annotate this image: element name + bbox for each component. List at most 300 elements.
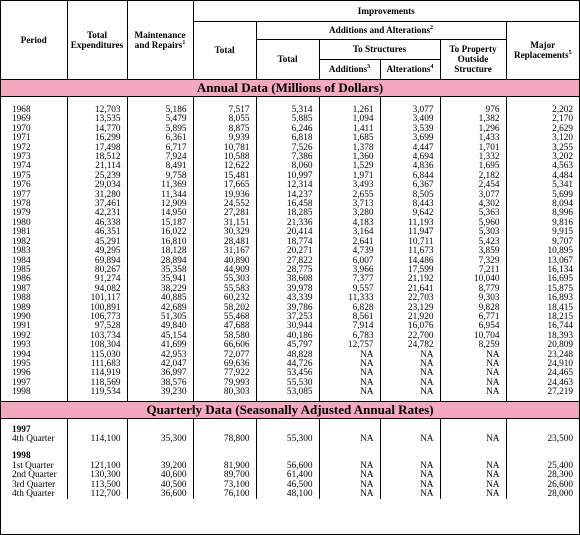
total-expenditures-cell: 14,770	[67, 125, 127, 134]
aa-total-cell: 28,775	[256, 266, 319, 275]
alterations-cell: 9,642	[380, 209, 440, 218]
quarterly-gap	[1, 444, 579, 452]
property-outside-cell: 7,211	[440, 266, 506, 275]
aa-total-cell: 45,797	[256, 341, 319, 350]
spacer-cell	[193, 444, 256, 452]
aa-total-cell: 20,414	[256, 228, 319, 237]
maintenance-cell: 5,895	[127, 125, 193, 134]
quarterly-1998-rows	[1, 452, 579, 499]
major-replacements-cell: 9,816	[506, 219, 579, 228]
improvements-total-cell: 89,700	[193, 471, 256, 480]
spacer-cell	[1, 444, 67, 452]
aa-total-cell: 39,786	[256, 304, 319, 313]
property-outside-cell: 1,296	[440, 125, 506, 134]
additions-cell: 6,828	[319, 304, 380, 313]
aa-total-cell: 48,828	[256, 351, 319, 360]
property-outside-header: To Property Outside Structure	[440, 39, 506, 79]
total-expenditures-cell: 101,117	[67, 294, 127, 303]
period-cell: 1st Quarter	[12, 460, 54, 471]
major-replacements-header	[506, 21, 579, 79]
maintenance-cell: 49,840	[127, 322, 193, 331]
aa-total-cell: 43,339	[256, 294, 319, 303]
major-replacements-cell: 27,219	[506, 388, 579, 397]
property-outside-cell: NA	[440, 360, 506, 369]
property-outside-cell: 3,859	[440, 247, 506, 256]
additions-header	[319, 59, 380, 79]
alterations-header	[380, 59, 440, 79]
period-cell: 1973	[12, 152, 31, 163]
maintenance-cell: 39,230	[127, 388, 193, 397]
improvements-total-cell: 30,329	[193, 228, 256, 237]
total-expenditures-cell: 25,239	[67, 172, 127, 181]
aa-total-cell: 44,726	[256, 360, 319, 369]
aa-total-cell: 27,822	[256, 257, 319, 266]
total-expenditures-cell: 113,500	[67, 481, 127, 490]
spacer-cell	[506, 419, 579, 426]
maintenance-cell: 15,187	[127, 219, 193, 228]
quarter-year-label: 1998	[12, 451, 31, 462]
property-outside-cell: 1,382	[440, 115, 506, 124]
improvements-total-cell: 28,481	[193, 238, 256, 247]
period-cell: 1997	[12, 377, 31, 388]
improvements-total-cell: 80,303	[193, 388, 256, 397]
property-outside-cell: 5,363	[440, 209, 506, 218]
aa-total-cell: 20,271	[256, 247, 319, 256]
total-expenditures-cell: 114,100	[67, 435, 127, 444]
major-replacements-cell: 3,255	[506, 144, 579, 153]
additions-cell: 9,557	[319, 285, 380, 294]
improvements-total-cell: 55,468	[193, 313, 256, 322]
maintenance-cell: 12,909	[127, 200, 193, 209]
maintenance-cell: 40,885	[127, 294, 193, 303]
aa-total-cell: 61,400	[256, 471, 319, 480]
major-replacements-cell: 23,500	[506, 435, 579, 444]
major-replacements-cell: 9,707	[506, 238, 579, 247]
major-replacements-cell: 18,415	[506, 304, 579, 313]
property-outside-cell: NA	[440, 379, 506, 388]
property-outside-cell: 2,182	[440, 172, 506, 181]
spacer-cell	[380, 419, 440, 426]
improvements-total-cell: 78,800	[193, 435, 256, 444]
improvements-total-cell: 73,100	[193, 481, 256, 490]
alterations-cell: NA	[380, 481, 440, 490]
maintenance-cell: 42,047	[127, 360, 193, 369]
quarterly-1997-rows	[1, 426, 579, 445]
maintenance-cell: 35,300	[127, 435, 193, 444]
total-expenditures-cell: 114,919	[67, 369, 127, 378]
major-replacements-cell: 5,341	[506, 181, 579, 190]
improvements-total-cell: 58,580	[193, 332, 256, 341]
additions-cell: 3,493	[319, 181, 380, 190]
total-expenditures-cell: 45,291	[67, 238, 127, 247]
property-outside-cell: 8,779	[440, 285, 506, 294]
major-replacements-cell: 16,134	[506, 266, 579, 275]
additions-cell: 7,377	[319, 275, 380, 284]
aa-total-cell: 16,458	[256, 200, 319, 209]
total-expenditures-cell: 37,461	[67, 200, 127, 209]
total-expenditures-cell: 31,280	[67, 191, 127, 200]
period-cell: 1982	[12, 236, 31, 247]
maintenance-cell: 41,699	[127, 341, 193, 350]
major-replacements-cell: 28,300	[506, 471, 579, 480]
period-cell: 3rd Quarter	[12, 479, 56, 490]
additions-cell: 1,411	[319, 125, 380, 134]
property-outside-cell: 10,040	[440, 275, 506, 284]
additions-cell: 7,914	[319, 322, 380, 331]
property-outside-cell: NA	[440, 471, 506, 480]
aa-total-cell: 39,978	[256, 285, 319, 294]
period-cell: 1996	[12, 368, 31, 379]
total-expenditures-cell: 121,100	[67, 462, 127, 471]
alterations-cell: NA	[380, 360, 440, 369]
maintenance-cell: 51,305	[127, 313, 193, 322]
alterations-cell: 16,076	[380, 322, 440, 331]
major-replacements-footnote: 5	[568, 49, 572, 56]
period-cell: 1986	[12, 274, 31, 285]
maintenance-cell: 45,154	[127, 332, 193, 341]
additions-cell: 3,966	[319, 266, 380, 275]
period-cell: 1995	[12, 358, 31, 369]
quarterly-section	[1, 398, 579, 426]
improvements-total-cell: 58,202	[193, 304, 256, 313]
additions-cell: 3,280	[319, 209, 380, 218]
period-cell: 1984	[12, 255, 31, 266]
spacer-cell	[1, 96, 67, 106]
improvements-total-cell: 79,993	[193, 379, 256, 388]
additions-label: Additions	[328, 64, 368, 74]
total-expenditures-cell: 18,512	[67, 153, 127, 162]
additions-cell: 6,783	[319, 332, 380, 341]
aa-total-cell: 12,314	[256, 181, 319, 190]
total-expenditures-cell: 21,114	[67, 162, 127, 171]
aa-total-cell: 53,085	[256, 388, 319, 397]
alterations-cell: 23,129	[380, 304, 440, 313]
additions-cell: 8,561	[319, 313, 380, 322]
property-outside-cell: NA	[440, 435, 506, 444]
improvements-total-cell: 17,665	[193, 181, 256, 190]
improvements-total-cell: 7,517	[193, 106, 256, 115]
total-expenditures-cell: 46,338	[67, 219, 127, 228]
property-outside-cell: 5,423	[440, 238, 506, 247]
aa-total-cell: 37,253	[256, 313, 319, 322]
additions-cell: 2,641	[319, 238, 380, 247]
period-cell: 1981	[12, 227, 31, 238]
maintenance-cell: 42,689	[127, 304, 193, 313]
alterations-cell: 3,077	[380, 106, 440, 115]
period-cell: 1976	[12, 180, 31, 191]
improvements-total-cell: 72,077	[193, 351, 256, 360]
major-replacements-cell: 2,629	[506, 125, 579, 134]
maintenance-cell: 35,358	[127, 266, 193, 275]
period-cell: 4th Quarter	[12, 489, 55, 500]
period-cell: 1991	[12, 321, 31, 332]
major-replacements-cell: 28,000	[506, 490, 579, 499]
total-expenditures-cell: 91,274	[67, 275, 127, 284]
alterations-cell: 11,193	[380, 219, 440, 228]
alterations-cell: 17,599	[380, 266, 440, 275]
property-outside-cell: 1,433	[440, 134, 506, 143]
aa-total-cell: 55,530	[256, 379, 319, 388]
major-replacements-cell: 15,875	[506, 285, 579, 294]
additions-cell: NA	[319, 369, 380, 378]
alterations-cell: 14,486	[380, 257, 440, 266]
aa-total-cell: 10,997	[256, 172, 319, 181]
alterations-cell: 4,836	[380, 162, 440, 171]
alterations-cell: NA	[380, 379, 440, 388]
aa-total-cell: 5,885	[256, 115, 319, 124]
maintenance-cell: 16,810	[127, 238, 193, 247]
alterations-cell: NA	[380, 471, 440, 480]
aa-total-cell: 7,386	[256, 153, 319, 162]
aa-total-cell: 14,237	[256, 191, 319, 200]
maintenance-cell: 38,576	[127, 379, 193, 388]
additions-cell: 4,739	[319, 247, 380, 256]
additions-cell: 4,183	[319, 219, 380, 228]
maintenance-cell: 38,229	[127, 285, 193, 294]
total-expenditures-cell: 106,773	[67, 313, 127, 322]
alterations-cell: 22,703	[380, 294, 440, 303]
alterations-cell: 3,699	[380, 134, 440, 143]
aa-total-cell: 5,314	[256, 106, 319, 115]
alterations-cell: 10,711	[380, 238, 440, 247]
property-outside-cell: NA	[440, 490, 506, 499]
improvements-total-cell: 47,688	[193, 322, 256, 331]
period-cell: 1993	[12, 340, 31, 351]
aa-total-cell: 21,336	[256, 219, 319, 228]
property-outside-cell: 976	[440, 106, 506, 115]
additions-cell: NA	[319, 379, 380, 388]
period-cell: 1988	[12, 293, 31, 304]
maintenance-cell: 40,600	[127, 471, 193, 480]
improvements-header: Improvements	[193, 1, 579, 21]
major-replacements-cell: 4,563	[506, 162, 579, 171]
quarter-year-label: 1997	[12, 424, 31, 435]
alterations-cell: 21,192	[380, 275, 440, 284]
property-outside-cell: 3,077	[440, 191, 506, 200]
major-replacements-cell: 8,094	[506, 200, 579, 209]
spacer-cell	[67, 444, 127, 452]
annual-section	[1, 79, 579, 106]
alterations-cell: NA	[380, 369, 440, 378]
annual-row	[1, 388, 579, 397]
aa-total-cell: 18,774	[256, 238, 319, 247]
total-expenditures-cell: 80,267	[67, 266, 127, 275]
total-expenditures-cell: 112,700	[67, 490, 127, 499]
period-cell: 1990	[12, 311, 31, 322]
spacer-cell	[380, 444, 440, 452]
spacer-cell	[440, 419, 506, 426]
property-outside-cell: 4,302	[440, 200, 506, 209]
additions-cell: 1,378	[319, 144, 380, 153]
additions-cell: 1,971	[319, 172, 380, 181]
aa-total-cell: 48,100	[256, 490, 319, 499]
additions-cell: 11,333	[319, 294, 380, 303]
additions-cell: 1,094	[319, 115, 380, 124]
spacer-cell	[1, 419, 67, 426]
total-expenditures-cell: 69,894	[67, 257, 127, 266]
property-outside-cell: NA	[440, 481, 506, 490]
maintenance-cell: 11,369	[127, 181, 193, 190]
period-cell: 1979	[12, 208, 31, 219]
period-cell: 1978	[12, 199, 31, 210]
additions-cell: NA	[319, 388, 380, 397]
maintenance-label: Maintenance and Repairs	[134, 29, 186, 50]
total-expenditures-cell: 119,534	[67, 388, 127, 397]
alterations-cell: NA	[380, 388, 440, 397]
property-outside-cell: 5,960	[440, 219, 506, 228]
alterations-label: Alterations	[386, 64, 431, 74]
improvements-total-cell: 31,167	[193, 247, 256, 256]
improvements-total-cell: 10,781	[193, 144, 256, 153]
alterations-cell: 8,505	[380, 191, 440, 200]
annual-data-title: Annual Data (Millions of Dollars)	[1, 79, 579, 96]
alterations-cell: 3,409	[380, 115, 440, 124]
alterations-cell: 6,844	[380, 172, 440, 181]
total-expenditures-cell: 46,351	[67, 228, 127, 237]
property-outside-cell: 6,954	[440, 322, 506, 331]
expenditures-table	[1, 1, 579, 499]
alterations-cell: 24,782	[380, 341, 440, 350]
aa-total-cell: 38,608	[256, 275, 319, 284]
major-replacements-cell: 18,393	[506, 332, 579, 341]
maintenance-cell: 6,717	[127, 144, 193, 153]
total-expenditures-cell: 29,034	[67, 181, 127, 190]
aa-total-cell: 7,526	[256, 144, 319, 153]
improvements-total-cell: 77,922	[193, 369, 256, 378]
maintenance-cell: 5,479	[127, 115, 193, 124]
major-replacements-cell: 2,202	[506, 106, 579, 115]
improvements-total-cell: 76,100	[193, 490, 256, 499]
alterations-footnote: 4	[430, 63, 434, 70]
period-header: Period	[20, 34, 47, 45]
property-outside-cell: NA	[440, 462, 506, 471]
period-cell: 1985	[12, 264, 31, 275]
spacer-cell	[440, 444, 506, 452]
period-cell: 1987	[12, 283, 31, 294]
aa-total-cell: 6,818	[256, 134, 319, 143]
maintenance-cell: 40,500	[127, 481, 193, 490]
alterations-cell: 11,947	[380, 228, 440, 237]
improvements-total-cell: 31,151	[193, 219, 256, 228]
spacer-cell	[256, 444, 319, 452]
major-replacements-cell: 5,699	[506, 191, 579, 200]
additions-cell: NA	[319, 360, 380, 369]
aa-total-cell: 55,300	[256, 435, 319, 444]
aa-total-cell: 56,600	[256, 462, 319, 471]
alterations-cell: 11,673	[380, 247, 440, 256]
total-expenditures-cell: 13,535	[67, 115, 127, 124]
quarterly-data-title: Quarterly Data (Seasonally Adjusted Annual Rates)	[1, 402, 579, 419]
period-cell: 1975	[12, 170, 31, 181]
maintenance-cell: 35,941	[127, 275, 193, 284]
total-expenditures-cell: 100,891	[67, 304, 127, 313]
total-expenditures-cell: 103,734	[67, 332, 127, 341]
improvements-total-cell: 27,281	[193, 209, 256, 218]
maintenance-cell: 6,361	[127, 134, 193, 143]
additions-alterations-label: Additions and Alterations	[328, 25, 431, 35]
total-expenditures-cell: 108,304	[67, 341, 127, 350]
additions-cell: NA	[319, 351, 380, 360]
total-expenditures-cell: 12,703	[67, 106, 127, 115]
quarter-row	[1, 490, 579, 499]
additions-alterations-header	[256, 21, 506, 39]
improvements-total-cell: 60,232	[193, 294, 256, 303]
aa-total-header: Total	[256, 39, 319, 79]
improvements-total-cell: 69,636	[193, 360, 256, 369]
aa-total-cell: 46,500	[256, 481, 319, 490]
alterations-cell: 6,367	[380, 181, 440, 190]
period-cell: 1983	[12, 246, 31, 257]
maintenance-cell: 42,953	[127, 351, 193, 360]
major-replacements-cell: 3,202	[506, 153, 579, 162]
alterations-cell: 3,539	[380, 125, 440, 134]
maintenance-header	[127, 1, 193, 79]
maintenance-footnote: 1	[182, 39, 186, 46]
property-outside-cell: 9,303	[440, 294, 506, 303]
total-expenditures-cell: 42,231	[67, 209, 127, 218]
additions-cell: 2,655	[319, 191, 380, 200]
additions-cell: 3,713	[319, 200, 380, 209]
additions-cell: 1,529	[319, 162, 380, 171]
aa-total-cell: 40,186	[256, 332, 319, 341]
property-outside-cell: 9,828	[440, 304, 506, 313]
aa-total-cell: 18,285	[256, 209, 319, 218]
additions-cell: 12,757	[319, 341, 380, 350]
total-expenditures-cell: 49,295	[67, 247, 127, 256]
total-expenditures-cell: 97,528	[67, 322, 127, 331]
improvements-total-cell: 66,606	[193, 341, 256, 350]
improvements-total-cell: 44,909	[193, 266, 256, 275]
total-expenditures-cell: 118,569	[67, 379, 127, 388]
alterations-cell: 21,641	[380, 285, 440, 294]
period-cell: 1994	[12, 349, 31, 360]
alterations-cell: NA	[380, 351, 440, 360]
improvements-total-header: Total	[193, 21, 256, 79]
improvements-total-cell: 55,583	[193, 285, 256, 294]
spacer-cell	[319, 444, 380, 452]
maintenance-cell: 18,128	[127, 247, 193, 256]
major-replacements-cell: 3,120	[506, 134, 579, 143]
aa-total-cell: 53,456	[256, 369, 319, 378]
spacer-cell	[256, 419, 319, 426]
additions-cell: 6,007	[319, 257, 380, 266]
period-cell: 2nd Quarter	[12, 470, 57, 481]
additions-cell: 1,261	[319, 106, 380, 115]
period-cell: 1969	[12, 114, 31, 125]
property-outside-cell: NA	[440, 388, 506, 397]
alterations-cell: 8,443	[380, 200, 440, 209]
improvements-total-cell: 10,588	[193, 153, 256, 162]
period-cell: 1989	[12, 302, 31, 313]
major-replacements-cell: 16,744	[506, 322, 579, 331]
major-replacements-cell: 25,400	[506, 462, 579, 471]
major-replacements-cell: 9,915	[506, 228, 579, 237]
major-replacements-cell: 10,895	[506, 247, 579, 256]
period-cell: 1998	[12, 387, 31, 398]
additions-footnote: 3	[367, 63, 371, 70]
maintenance-cell: 36,997	[127, 369, 193, 378]
maintenance-cell: 5,186	[127, 106, 193, 115]
improvements-total-cell: 81,900	[193, 462, 256, 471]
period-cell: 4th Quarter	[12, 434, 55, 444]
alterations-cell: NA	[380, 462, 440, 471]
maintenance-cell: 36,600	[127, 490, 193, 499]
spacer-cell	[193, 419, 256, 426]
period-cell: 1992	[12, 330, 31, 341]
property-outside-cell: 1,695	[440, 162, 506, 171]
additions-alterations-footnote: 2	[430, 24, 434, 31]
property-outside-cell: 6,771	[440, 313, 506, 322]
